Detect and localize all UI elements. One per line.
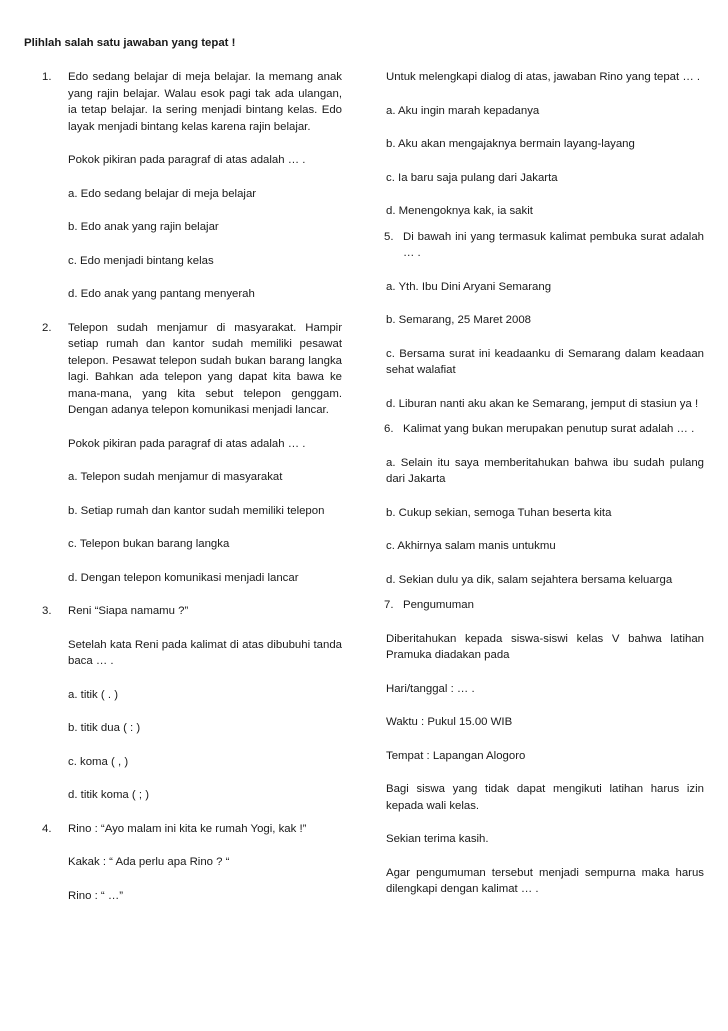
question-prompt: Pokok pikiran pada paragraf di atas adalah … . (68, 437, 306, 450)
instruction-heading: Plihlah salah satu jawaban yang tepat ! (24, 37, 236, 49)
question-5 (384, 229, 704, 262)
option-b: b. Aku akan mengajaknya bermain layang-layang (386, 138, 635, 150)
dialog-line-2: Kakak : “ Ada perlu apa Rino ? “ (68, 856, 230, 868)
option-c: c. Akhirnya salam manis untukmu (386, 540, 556, 552)
question-text: Di bawah ini yang termasuk kalimat pembuka surat adalah … . (403, 230, 704, 259)
question-number: 2. (42, 321, 52, 334)
announcement-line-2: Hari/tanggal : … . (386, 682, 475, 695)
announcement-line-3: Waktu : Pukul 15.00 WIB (386, 716, 513, 728)
question-prompt: Setelah kata Reni pada kalimat di atas dibubuhi tanda baca … . (68, 638, 342, 667)
announcement-line-4: Tempat : Lapangan Alogoro (386, 749, 526, 762)
question-1 (42, 69, 342, 135)
option-a: a. Selain itu saya memberitahukan bahwa ibu sudah pulang dari Jakarta (386, 456, 704, 485)
question-number: 5. (384, 230, 394, 243)
option-c: c. Ia baru saja pulang dari Jakarta (386, 171, 558, 184)
question-2 (42, 320, 342, 419)
question-4 (42, 821, 342, 838)
question-7 (384, 597, 704, 614)
question-6 (384, 421, 704, 438)
option-d: d. titik koma ( ; ) (68, 789, 150, 801)
question-prompt: Untuk melengkapi dialog di atas, jawaban Rino yang tepat … . (386, 71, 701, 83)
option-b: b. Cukup sekian, semoga Tuhan beserta kita (386, 506, 612, 519)
question-number: 4. (42, 822, 52, 835)
question-prompt: Pokok pikiran pada paragraf di atas adalah … . (68, 154, 306, 166)
option-d: d. Sekian dulu ya dik, salam sejahtera bersama keluarga (386, 573, 673, 586)
announcement-line-6: Sekian terima kasih. (386, 833, 489, 845)
option-b: b. Edo anak yang rajin belajar (68, 221, 219, 233)
option-a: a. titik ( . ) (68, 688, 118, 701)
right-column (384, 69, 704, 898)
question-text: Reni “Siapa namamu ?” (68, 605, 189, 617)
option-a: a. Aku ingin marah kepadanya (386, 104, 540, 117)
option-d: d. Liburan nanti aku akan ke Semarang, jemput di stasiun ya ! (386, 397, 699, 410)
announcement-title: Pengumuman (403, 599, 474, 611)
option-d: d. Dengan telepon komunikasi menjadi lancar (68, 571, 299, 584)
option-a: a. Edo sedang belajar di meja belajar (68, 187, 257, 200)
question-number: 1. (42, 71, 52, 83)
question-text: Telepon sudah menjamur di masyarakat. Hampir setiap rumah dan kantor sudah memiliki pesawat telepon. Pesawat telepon sudah bukan barang langka lagi. Bahkan ada telepon yang dapat kita bawa ke mana-mana, yang kita sebut telepon genggam. Dengan adanya telepon komunikasi menjadi lancar. (68, 321, 342, 416)
question-3 (42, 603, 342, 620)
dialog-line-1: Rino : “Ayo malam ini kita ke rumah Yogi, kak !” (68, 822, 307, 835)
option-c: c. Telepon bukan barang langka (68, 538, 230, 550)
question-prompt: Agar pengumuman tersebut menjadi sempurna maka harus dilengkapi dengan kalimat … . (386, 866, 704, 895)
question-number: 7. (384, 599, 394, 611)
question-text: Kalimat yang bukan merupakan penutup surat adalah … . (403, 423, 695, 435)
question-number: 3. (42, 605, 52, 617)
question-number: 6. (384, 423, 394, 435)
option-b: b. Setiap rumah dan kantor sudah memiliki telepon (68, 504, 325, 517)
option-c: c. Edo menjadi bintang kelas (68, 254, 214, 267)
option-a: a. Telepon sudah menjamur di masyarakat (68, 471, 283, 483)
option-c: c. koma ( , ) (68, 755, 129, 768)
dialog-line-3: Rino : “ …” (68, 889, 124, 902)
option-b: b. Semarang, 25 Maret 2008 (386, 314, 532, 326)
announcement-line-5: Bagi siswa yang tidak dapat mengikuti latihan harus izin kepada wali kelas. (386, 783, 704, 812)
left-column (42, 69, 342, 904)
announcement-line-1: Diberitahukan kepada siswa-siswi kelas V bahwa latihan Pramuka diadakan pada (386, 632, 704, 661)
option-d: d. Menengoknya kak, ia sakit (386, 205, 533, 217)
option-d: d. Edo anak yang pantang menyerah (68, 288, 255, 300)
option-c: c. Bersama surat ini keadaanku di Semarang dalam keadaan sehat walafiat (386, 347, 704, 376)
option-b: b. titik dua ( : ) (68, 722, 141, 734)
option-a: a. Yth. Ibu Dini Aryani Semarang (386, 280, 552, 293)
question-text: Edo sedang belajar di meja belajar. Ia memang anak yang rajin belajar. Walau esok pagi tak ada ulangan, ia tetap belajar. Ia sering menjadi bintang kelas. Edo layak menjadi bintang kelas karena rajin belajar. (68, 71, 342, 133)
